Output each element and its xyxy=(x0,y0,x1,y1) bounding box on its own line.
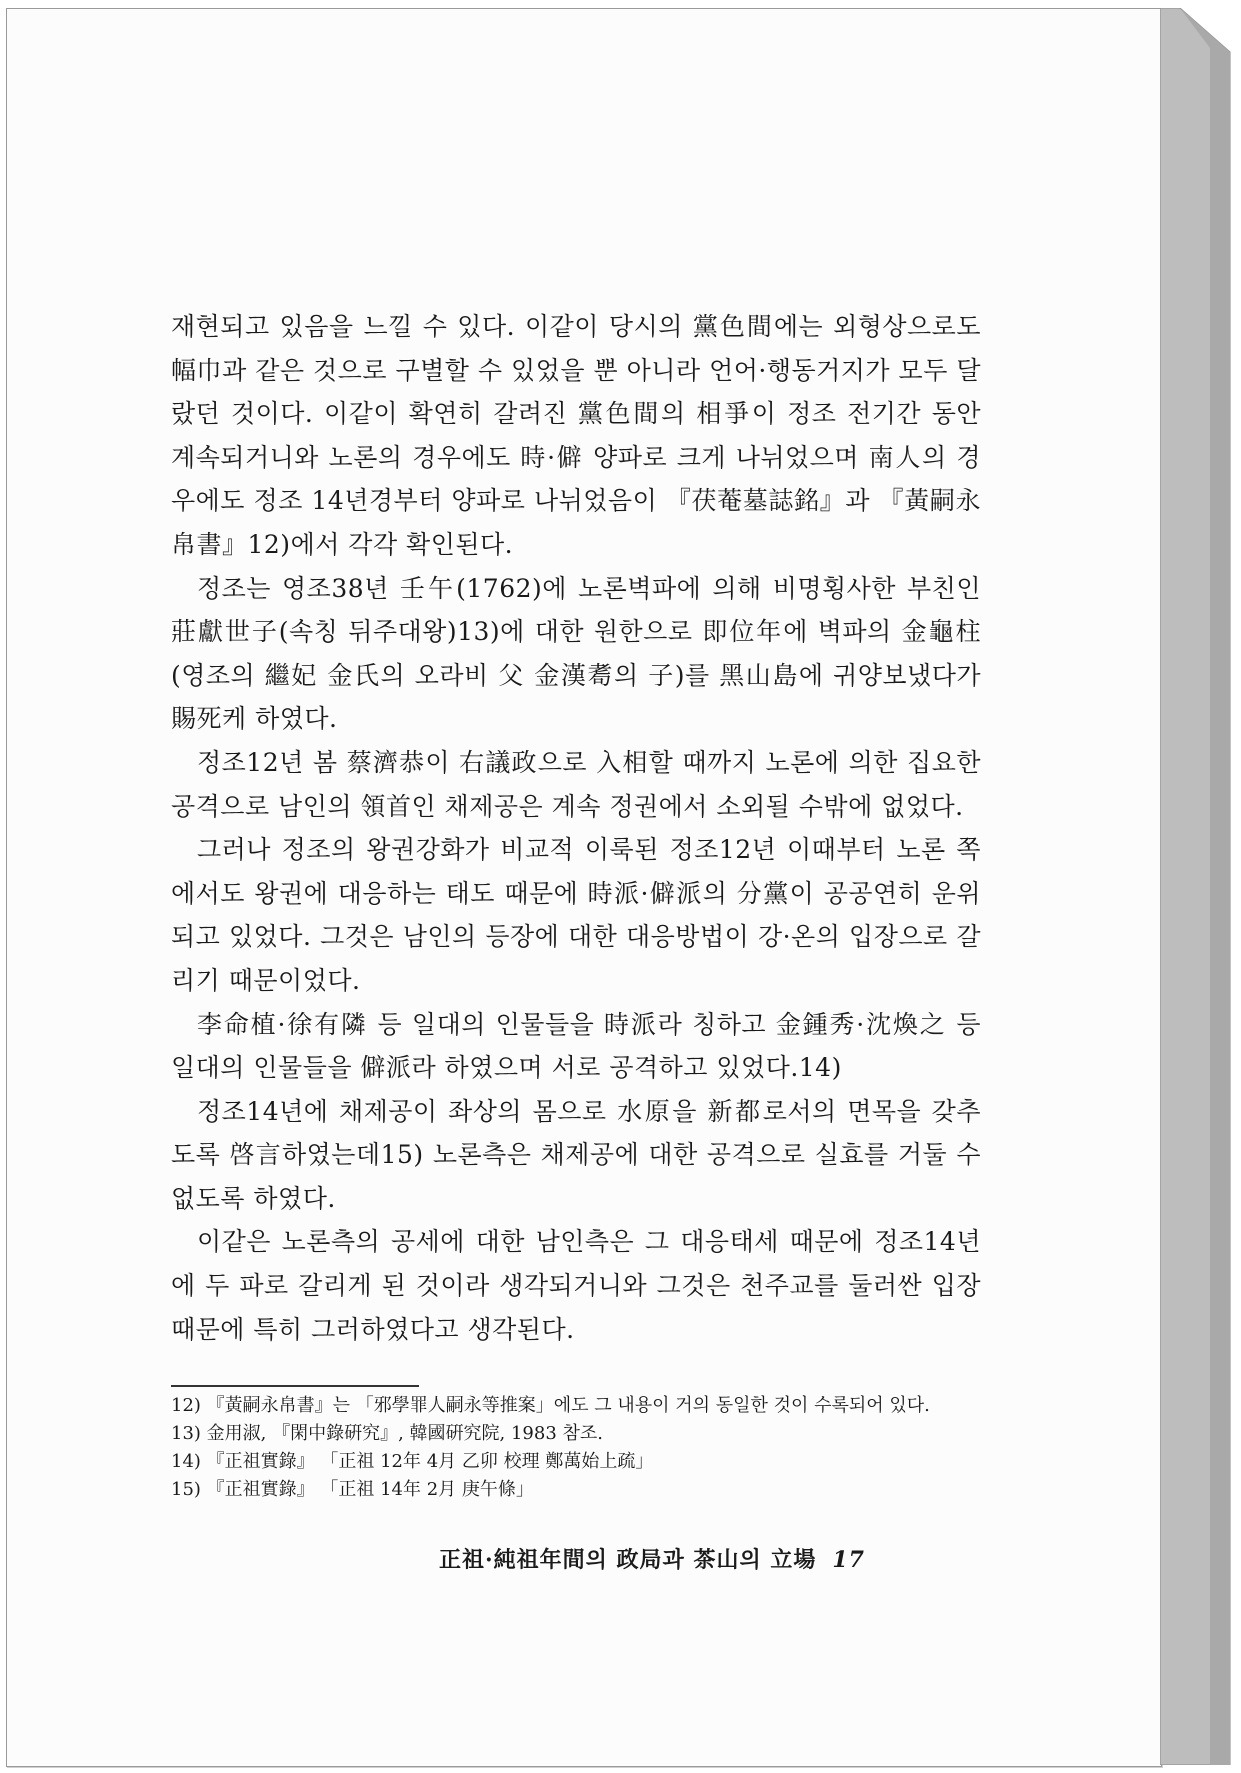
page-number: 17 xyxy=(832,1547,865,1573)
footnote-divider xyxy=(171,1385,419,1387)
paragraph: 그러나 정조의 왕권강화가 비교적 이룩된 정조12년 이때부터 노론 쪽에서도 왕권에 대응하는 태도 때문에 時派·僻派의 分黨이 공공연히 운위되고 있었다. 그것은 남인의 등장에 대한 대응방법이 강·온의 입장으로 갈리기 때문이었다. xyxy=(171,835,981,995)
footnote: 15) 『正祖實錄』 「正祖 14年 2月 庚午條」 xyxy=(171,1479,534,1500)
body-text xyxy=(171,305,981,1351)
paragraph: 정조12년 봄 蔡濟恭이 右議政으로 入相할 때까지 노론에 의한 집요한 공격으로 남인의 領首인 채제공은 계속 정권에서 소외될 수밖에 없었다. xyxy=(171,747,981,821)
page xyxy=(6,8,1162,1767)
running-footer xyxy=(439,1543,865,1574)
running-title: 正祖·純祖年間의 政局과 茶山의 立場 xyxy=(438,1547,817,1573)
paragraph: 정조14년에 채제공이 좌상의 몸으로 水原을 新都로서의 면목을 갖추도록 啓言하였는데15) 노론측은 채제공에 대한 공격으로 실효를 거둘 수 없도록 하였다. xyxy=(171,1096,981,1213)
paragraph: 李命植·徐有隣 등 일대의 인물들을 時派라 칭하고 金鍾秀·沈煥之 등 일대의 인물들을 僻派라 하였으며 서로 공격하고 있었다.14) xyxy=(171,1009,981,1083)
footnotes xyxy=(171,1385,981,1505)
footnote: 14) 『正祖實錄』 「正祖 12年 4月 乙卯 校理 鄭萬始上疏」 xyxy=(171,1451,654,1472)
paragraph: 재현되고 있음을 느낄 수 있다. 이같이 당시의 黨色間에는 외형상으로도 幅巾과 같은 것으로 구별할 수 있었을 뿐 아니라 언어·행동거지가 모두 달랐던 것이다. 이같이 확연히 갈려진 黨色間의 相爭이 정조 전기간 동안 계속되거니와 노론의 경우에도 時·僻 양파로 크게 나뉘었으며 南人의 경우에도 정조 14년경부터 양파로 나뉘었음이 『茯菴墓誌銘』과 『黃嗣永帛書』12)에서 각각 확인된다. xyxy=(171,312,981,559)
paragraph: 정조는 영조38년 壬午(1762)에 노론벽파에 의해 비명횡사한 부친인 莊獻世子(속칭 뒤주대왕)13)에 대한 원한으로 即位年에 벽파의 金龜柱(영조의 繼妃 金氏의 오라비 父 金漢耈의 子)를 黑山島에 귀양보냈다가 賜死케 하였다. xyxy=(171,573,981,734)
footnote: 13) 金用淑, 『閑中錄硏究』, 韓國硏究院, 1983 참조. xyxy=(171,1423,604,1444)
page-stack-edge xyxy=(1160,8,1232,1765)
paragraph: 이같은 노론측의 공세에 대한 남인측은 그 대응태세 때문에 정조14년에 두 파로 갈리게 된 것이라 생각되거니와 그것은 천주교를 둘러싼 입장 때문에 특히 그러하였다고 생각된다. xyxy=(171,1227,981,1344)
footnote: 12) 『黃嗣永帛書』는 「邪學罪人嗣永等推案」에도 그 내용이 거의 동일한 것이 수록되어 있다. xyxy=(171,1395,930,1416)
